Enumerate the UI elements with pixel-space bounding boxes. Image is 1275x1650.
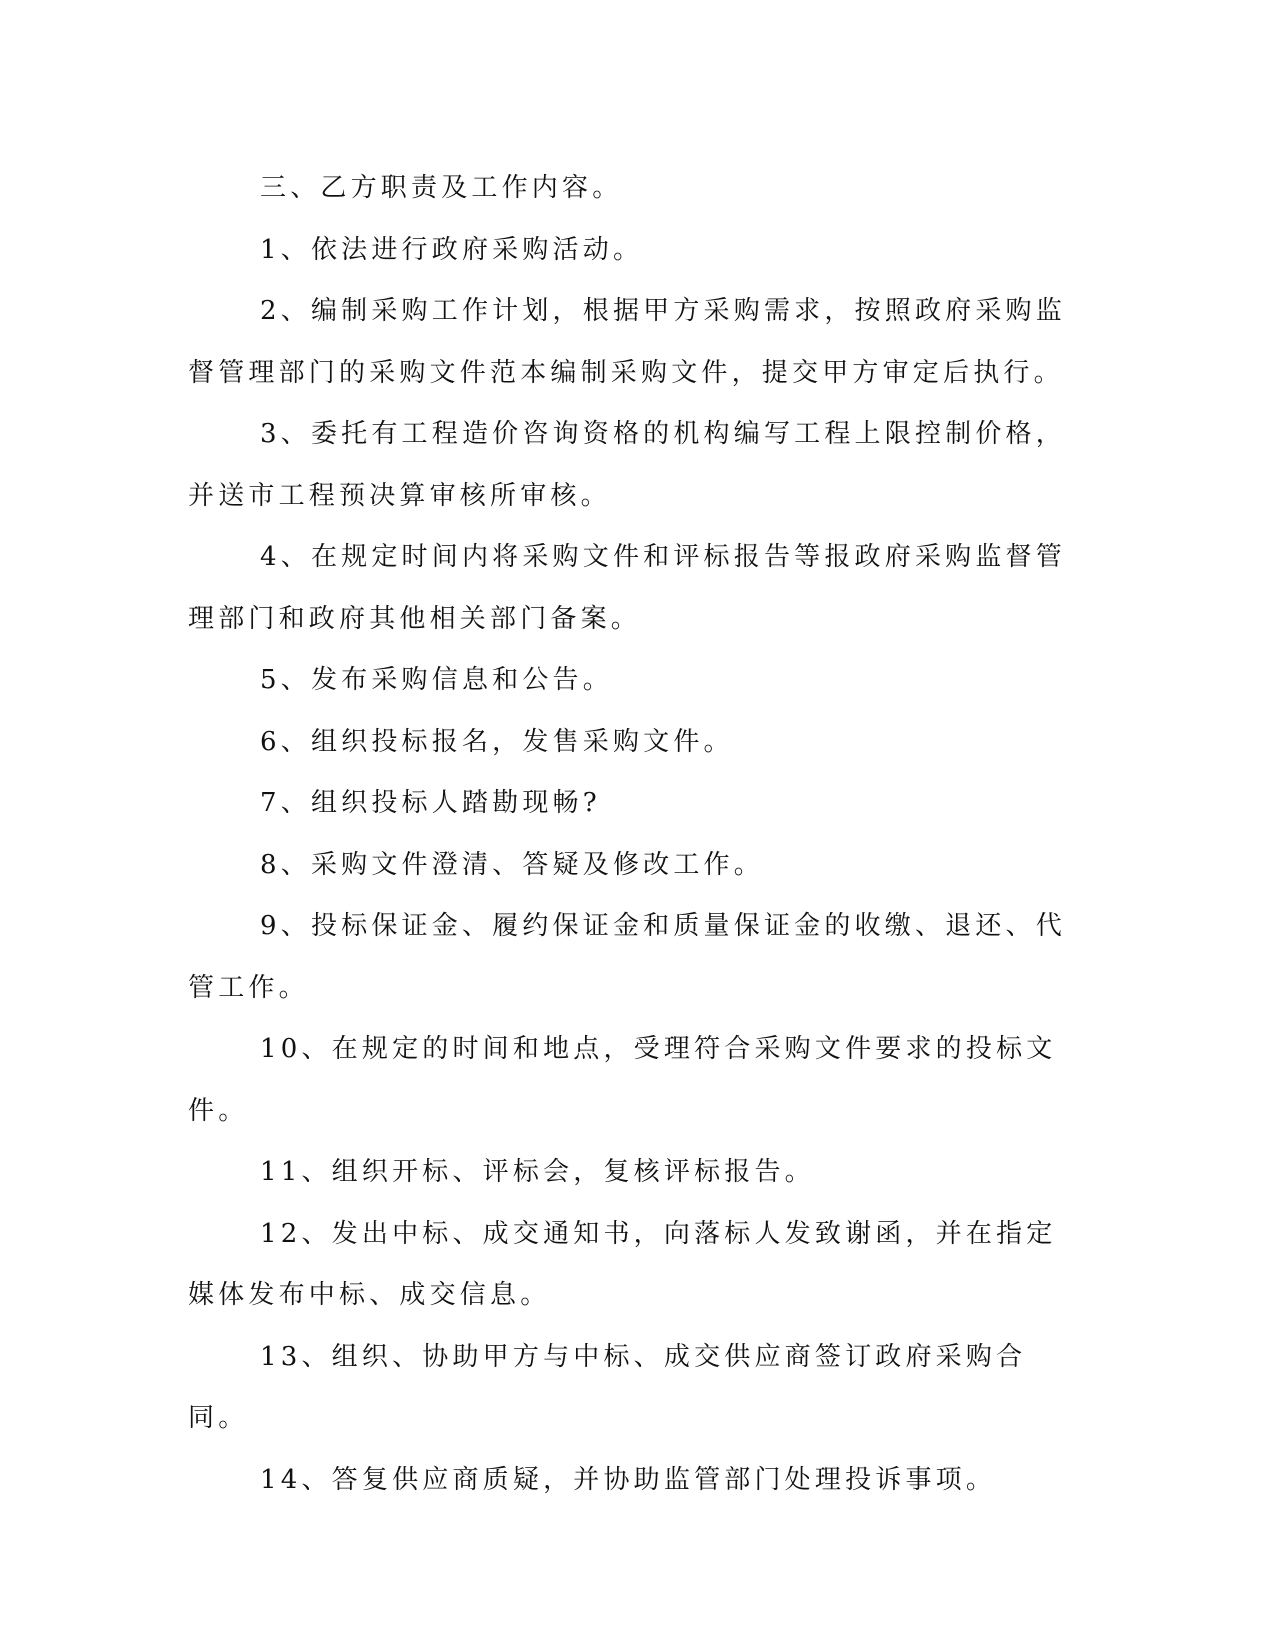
list-item-6: 6、组织投标报名，发售采购文件。: [260, 726, 734, 757]
section-heading: 三、乙方职责及工作内容。: [260, 173, 623, 203]
list-item-13: 13、组织、协助甲方与中标、成交供应商签订政府采购合同。: [188, 1341, 1027, 1433]
list-item-10: 10、在规定的时间和地点，受理符合采购文件要求的投标文件。: [188, 1034, 1057, 1126]
list-item-5: 5、发布采购信息和公告。: [260, 665, 613, 695]
list-item-14: 14、答复供应商质疑，并协助监管部门处理投诉事项。: [260, 1464, 997, 1495]
list-item-9: 9、投标保证金、履约保证金和质量保证金的收缴、退还、代管工作。: [188, 911, 1066, 1003]
list-item-11: 11、组织开标、评标会，复核评标报告。: [260, 1157, 815, 1187]
list-item-2: 2、编制采购工作计划，根据甲方采购需求，按照政府采购监督管理部门的采购文件范本编制采购文件，提交甲方审定后执行。: [188, 296, 1066, 388]
list-item-4: 4、在规定时间内将采购文件和评标报告等报政府采购监督管理部门和政府其他相关部门备案。: [188, 542, 1066, 634]
document-body: [188, 158, 1068, 1511]
list-item-8: 8、采购文件澄清、答疑及修改工作。: [260, 849, 764, 880]
list-item-1: 1、依法进行政府采购活动。: [260, 234, 644, 265]
list-item-12: 12、发出中标、成交通知书，向落标人发致谢函，并在指定媒体发布中标、成交信息。: [188, 1218, 1057, 1310]
list-item-7: 7、组织投标人踏勘现畅?: [260, 788, 601, 818]
list-item-3: 3、委托有工程造价咨询资格的机构编写工程上限控制价格，并送市工程预决算审核所审核。: [188, 419, 1066, 511]
